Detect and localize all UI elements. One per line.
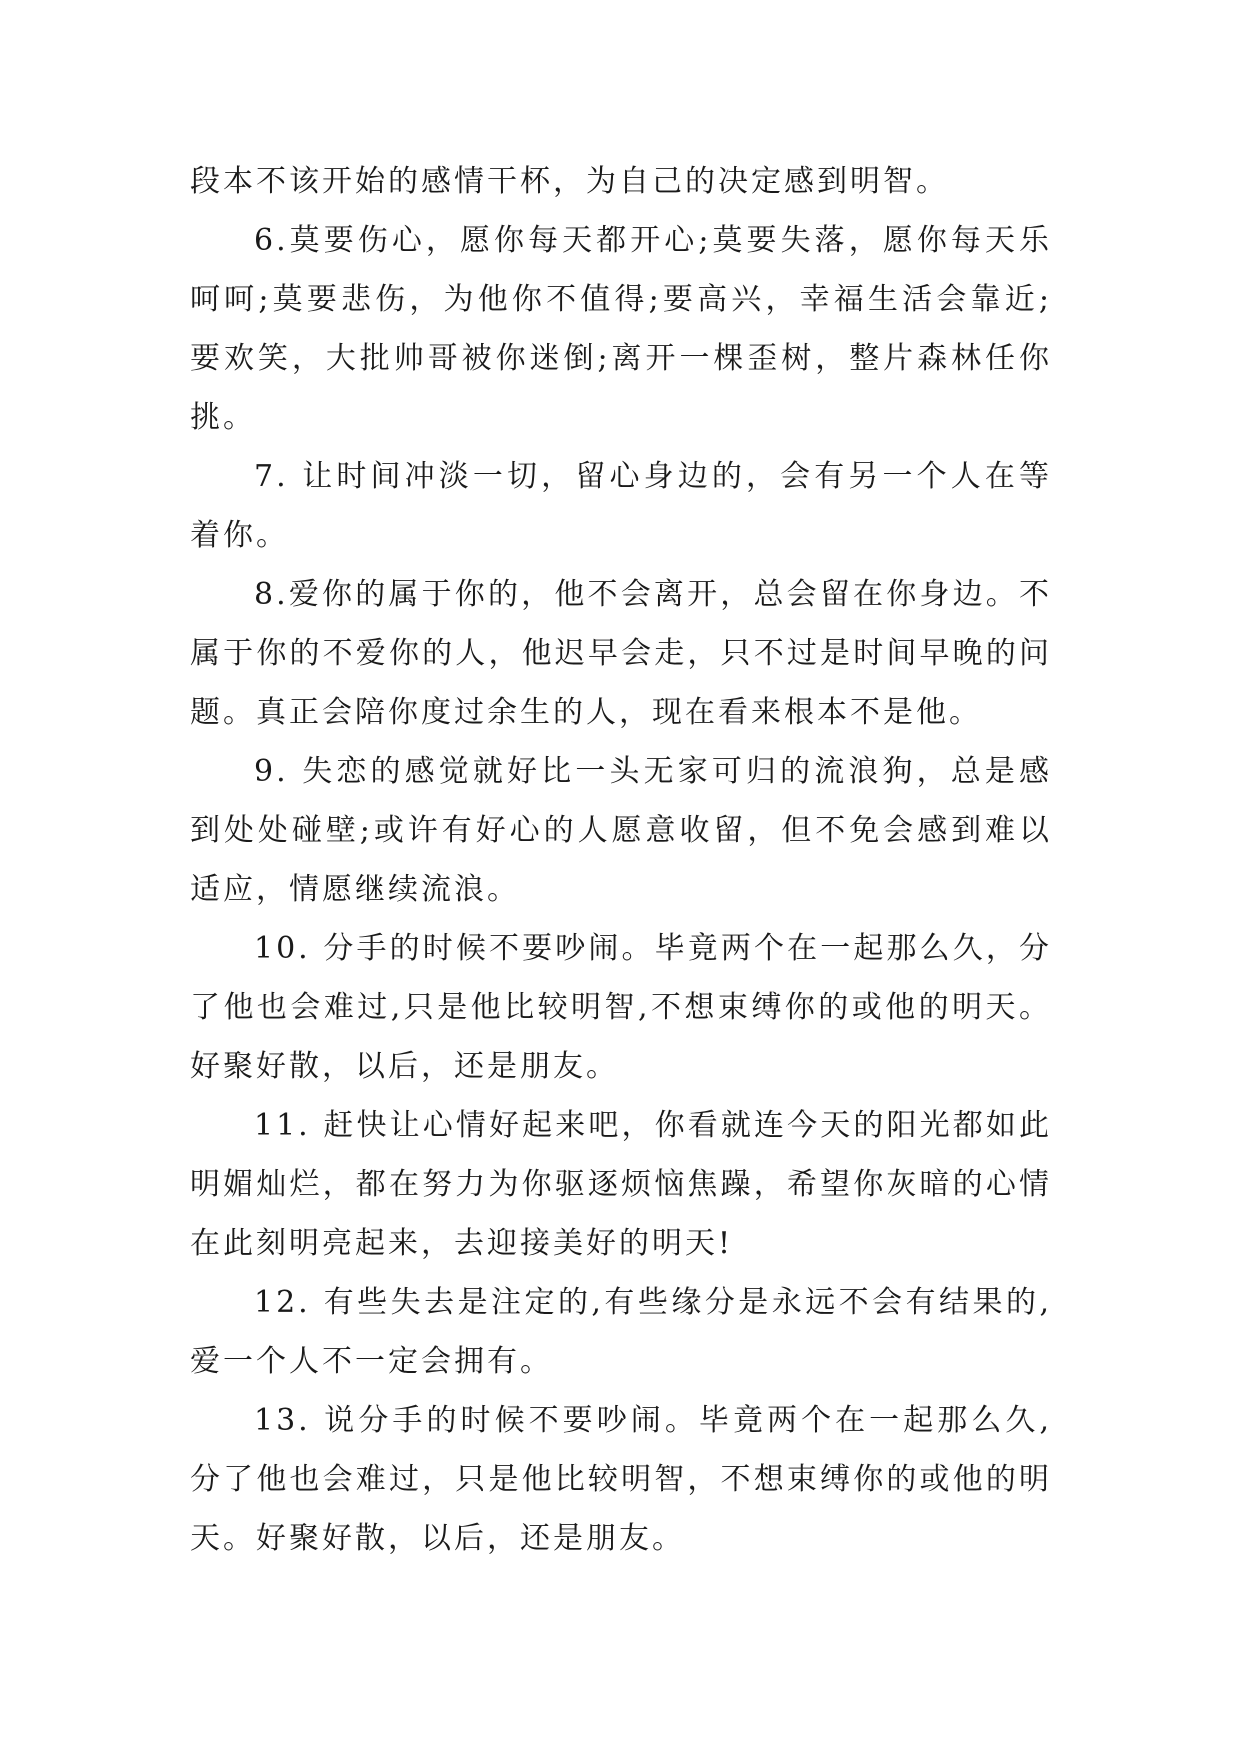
paragraph-continuation: 段本不该开始的感情干杯，为自己的决定感到明智。 bbox=[190, 164, 949, 199]
paragraph-item-12: 12. 有些失去是注定的,有些缘分是永远不会有结果的,爱一个人不一定会拥有。 bbox=[190, 1285, 1052, 1379]
paragraph-item-11: 11. 赶快让心情好起来吧，你看就连今天的阳光都如此明媚灿烂，都在努力为你驱逐烦恼焦躁，希望你灰暗的心情在此刻明亮起来，去迎接美好的明天! bbox=[190, 1108, 1052, 1261]
paragraph-item-8: 8.爱你的属于你的，他不会离开，总会留在你身边。不属于你的不爱你的人，他迟早会走，只不过是时间早晚的问题。真正会陪你度过余生的人，现在看来根本不是他。 bbox=[190, 577, 1052, 730]
paragraph-item-10: 10. 分手的时候不要吵闹。毕竟两个在一起那么久，分了他也会难过,只是他比较明智,不想束缚你的或他的明天。好聚好散，以后，还是朋友。 bbox=[190, 931, 1052, 1084]
paragraph-item-6: 6.莫要伤心，愿你每天都开心;莫要失落，愿你每天乐呵呵;莫要悲伤，为他你不值得;要高兴，幸福生活会靠近;要欢笑，大批帅哥被你迷倒;离开一棵歪树，整片森林任你挑。 bbox=[190, 223, 1052, 435]
paragraph-item-7: 7. 让时间冲淡一切，留心身边的，会有另一个人在等着你。 bbox=[190, 459, 1052, 553]
paragraph-item-13: 13. 说分手的时候不要吵闹。毕竟两个在一起那么久,分了他也会难过，只是他比较明智，不想束缚你的或他的明天。好聚好散，以后，还是朋友。 bbox=[190, 1403, 1052, 1556]
document-body bbox=[190, 152, 1052, 1568]
paragraph-item-9: 9. 失恋的感觉就好比一头无家可归的流浪狗，总是感到处处碰壁;或许有好心的人愿意收留，但不免会感到难以适应，情愿继续流浪。 bbox=[190, 754, 1052, 907]
